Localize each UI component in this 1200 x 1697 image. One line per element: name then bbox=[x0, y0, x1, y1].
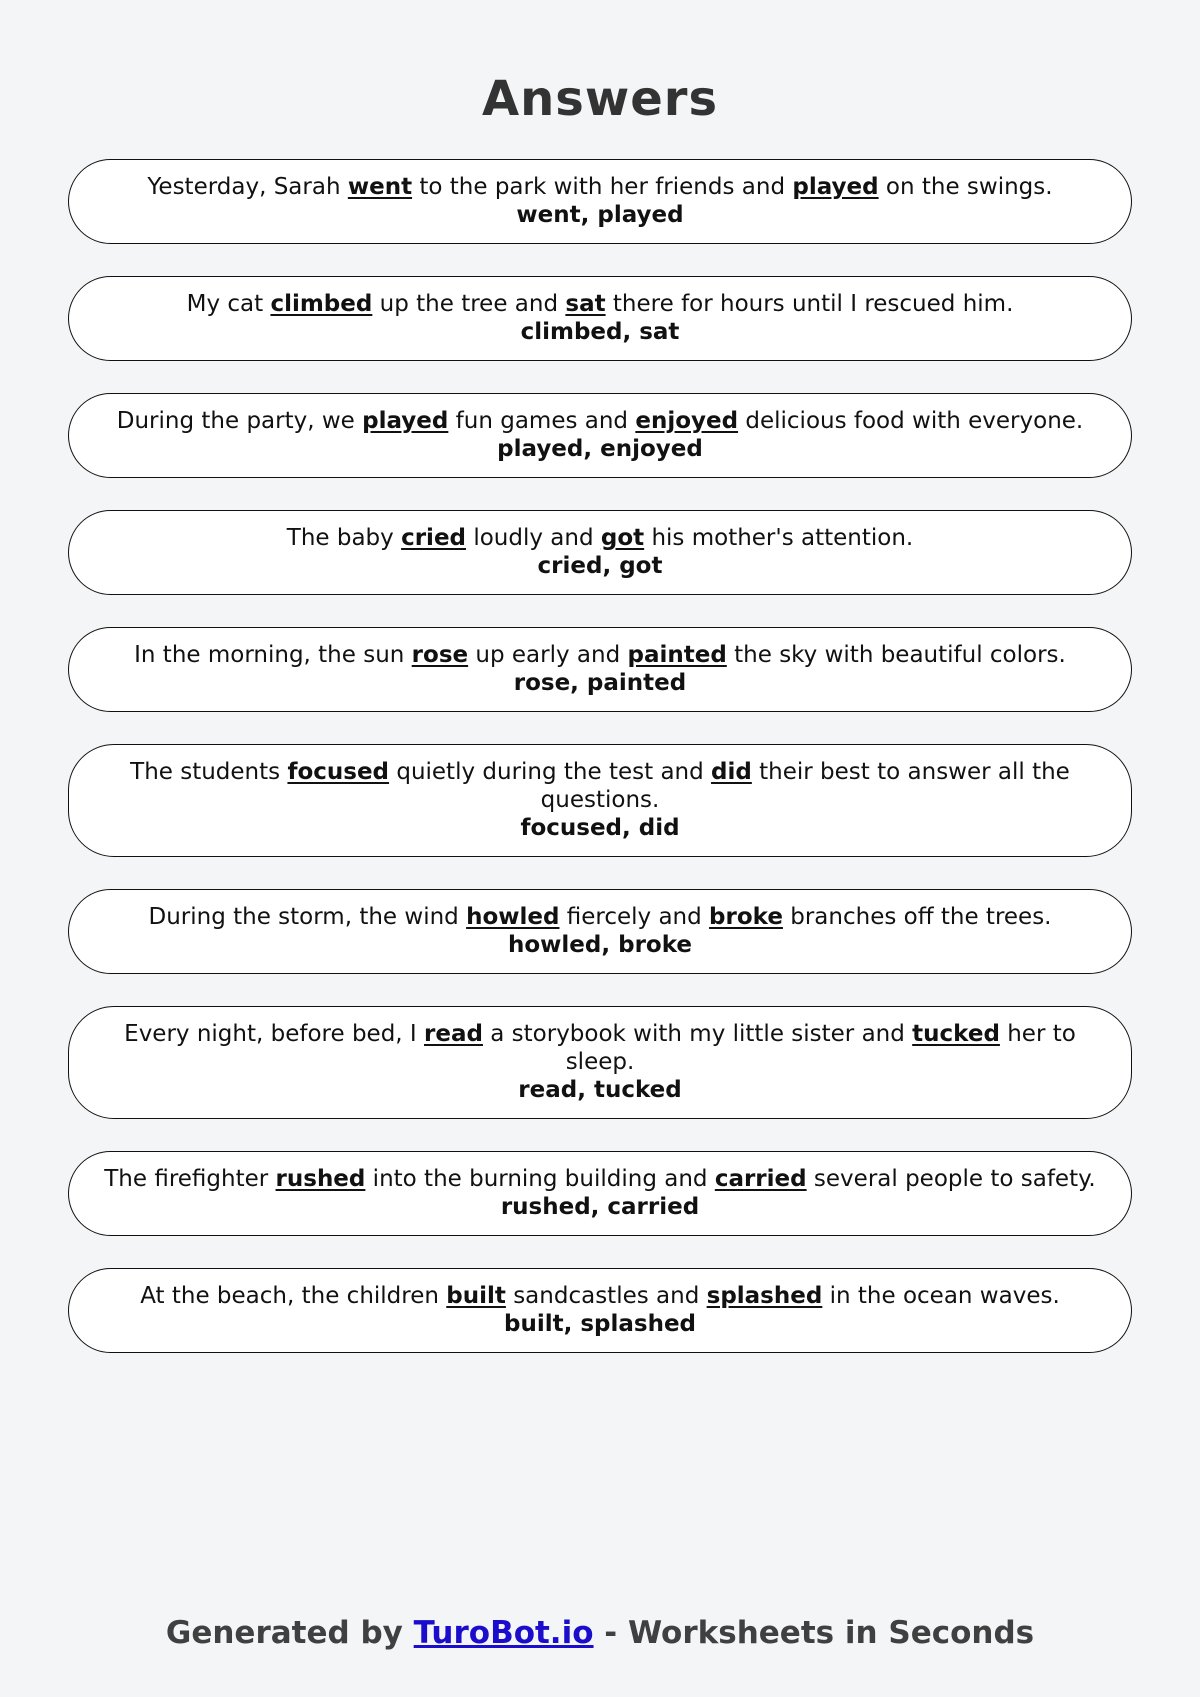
answer-card bbox=[68, 627, 1132, 712]
verb-highlight: howled bbox=[466, 904, 560, 930]
sentence-text: In the morning, the sun bbox=[134, 642, 412, 668]
answer-key: played, enjoyed bbox=[497, 436, 703, 462]
sentence bbox=[93, 758, 1107, 814]
verb-highlight: broke bbox=[709, 904, 783, 930]
verb-highlight: cried bbox=[401, 525, 467, 551]
sentence bbox=[93, 290, 1107, 318]
verb-highlight: focused bbox=[287, 759, 390, 785]
answer-key: went, played bbox=[516, 202, 684, 228]
sentence-text: his mother's attention. bbox=[644, 525, 914, 551]
answer-key: built, splashed bbox=[503, 1311, 697, 1337]
sentence-text: fiercely and bbox=[559, 904, 710, 930]
answer-card bbox=[68, 1006, 1132, 1119]
sentence-text: Every night, before bed, I bbox=[124, 1021, 425, 1047]
sentence-text: on the swings. bbox=[878, 174, 1053, 200]
page-title: Answers bbox=[481, 71, 719, 127]
sentence-text: quietly during the test and bbox=[389, 759, 712, 785]
verb-highlight: rose bbox=[411, 642, 469, 668]
sentence-text: up the tree and bbox=[372, 291, 566, 317]
verb-highlight: rushed bbox=[275, 1166, 366, 1192]
footer bbox=[0, 1615, 1200, 1651]
sentence-text: delicious food with everyone. bbox=[738, 408, 1084, 434]
verb-highlight: went bbox=[347, 174, 413, 200]
sentence-text: sandcastles and bbox=[505, 1283, 707, 1309]
sentence-text: During the storm, the wind bbox=[148, 904, 467, 930]
sentence-text: a storybook with my little sister and bbox=[482, 1021, 913, 1047]
footer-prefix: Generated by bbox=[165, 1615, 414, 1651]
verb-highlight: did bbox=[711, 759, 752, 785]
sentence-text: Yesterday, Sarah bbox=[147, 174, 348, 200]
sentence bbox=[93, 407, 1107, 435]
answer-key: climbed, sat bbox=[520, 319, 680, 345]
sentence-text: The baby bbox=[286, 525, 402, 551]
sentence-text: in the ocean waves. bbox=[822, 1283, 1060, 1309]
verb-highlight: read bbox=[424, 1021, 483, 1047]
verb-highlight: tucked bbox=[912, 1021, 1000, 1047]
sentence-text: During the party, we bbox=[116, 408, 363, 434]
sentence-text: the sky with beautiful colors. bbox=[726, 642, 1066, 668]
sentence bbox=[93, 1282, 1107, 1310]
answer-key: focused, did bbox=[520, 815, 680, 841]
sentence-text: branches off the trees. bbox=[782, 904, 1052, 930]
answer-card bbox=[68, 1268, 1132, 1353]
verb-highlight: played bbox=[362, 408, 449, 434]
footer-suffix: - Worksheets in Seconds bbox=[593, 1615, 1035, 1651]
answer-card bbox=[68, 744, 1132, 857]
sentence-text: My cat bbox=[186, 291, 271, 317]
sentence bbox=[93, 1020, 1107, 1076]
verb-highlight: climbed bbox=[270, 291, 373, 317]
verb-highlight: got bbox=[600, 525, 645, 551]
sentence-text: up early and bbox=[468, 642, 628, 668]
answer-key: rushed, carried bbox=[500, 1194, 700, 1220]
sentence-text: fun games and bbox=[448, 408, 636, 434]
sentence-text: to the park with her friends and bbox=[412, 174, 793, 200]
verb-highlight: built bbox=[446, 1283, 506, 1309]
verb-highlight: enjoyed bbox=[635, 408, 739, 434]
answer-key: howled, broke bbox=[508, 932, 692, 958]
answer-key: read, tucked bbox=[518, 1077, 682, 1103]
answer-key: cried, got bbox=[537, 553, 663, 579]
answer-card bbox=[68, 393, 1132, 478]
sentence-text: loudly and bbox=[466, 525, 601, 551]
sentence-text: their best to answer all the questions. bbox=[540, 759, 1070, 813]
sentence-text: her to sleep. bbox=[565, 1021, 1076, 1075]
sentence-text: At the beach, the children bbox=[140, 1283, 447, 1309]
sentence-text: several people to safety. bbox=[806, 1166, 1096, 1192]
verb-highlight: sat bbox=[565, 291, 606, 317]
sentence bbox=[93, 173, 1107, 201]
answer-list bbox=[68, 159, 1132, 1385]
sentence-text: into the burning building and bbox=[365, 1166, 715, 1192]
sentence bbox=[93, 641, 1107, 669]
verb-highlight: painted bbox=[627, 642, 727, 668]
verb-highlight: carried bbox=[714, 1166, 807, 1192]
sentence bbox=[93, 524, 1107, 552]
answer-key: rose, painted bbox=[513, 670, 687, 696]
sentence-text: The students bbox=[130, 759, 288, 785]
answer-card bbox=[68, 276, 1132, 361]
answer-card bbox=[68, 510, 1132, 595]
answer-card bbox=[68, 889, 1132, 974]
sentence bbox=[93, 1165, 1107, 1193]
verb-highlight: splashed bbox=[706, 1283, 823, 1309]
sentence-text: there for hours until I rescued him. bbox=[605, 291, 1014, 317]
answer-card bbox=[68, 1151, 1132, 1236]
sentence-text: The firefighter bbox=[104, 1166, 276, 1192]
answer-card bbox=[68, 159, 1132, 244]
sentence bbox=[93, 903, 1107, 931]
turobot-link[interactable]: TuroBot.io bbox=[413, 1615, 594, 1651]
verb-highlight: played bbox=[792, 174, 879, 200]
